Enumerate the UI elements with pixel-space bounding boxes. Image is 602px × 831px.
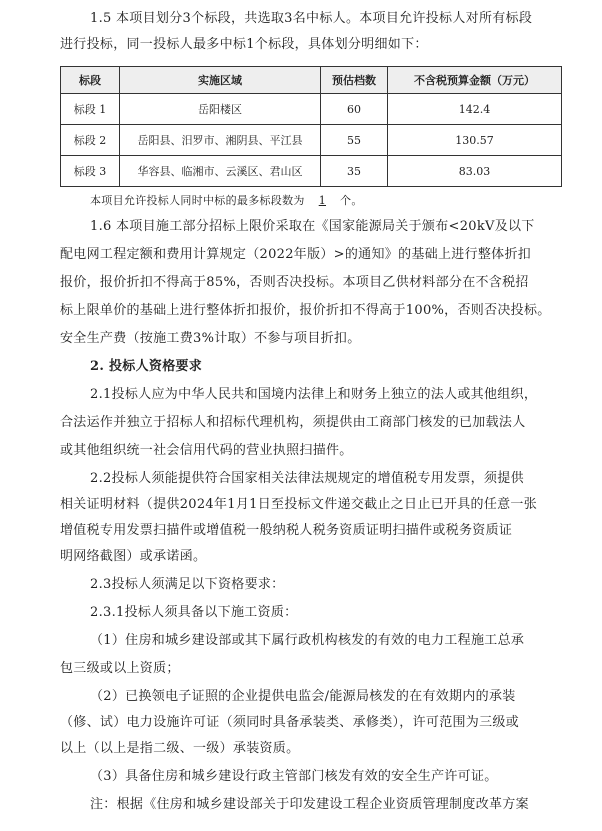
header-count: 预估档数 [321, 67, 388, 94]
cell-section: 标段 1 [61, 94, 120, 125]
cell-budget: 130.57 [388, 125, 562, 156]
cell-area: 华容县、临湘市、云溪区、君山区 [120, 156, 321, 187]
cell-budget: 142.4 [388, 94, 562, 125]
item-2-line-1: （2）已换领电子证照的企业提供电监会/能源局核发的在有效期内的承装 [90, 689, 516, 704]
item-3: （3）具备住房和城乡建设行政主管部门核发有效的安全生产许可证。 [90, 769, 498, 784]
para-1-6-line-1: 1.6 本项目施工部分招标上限价采取在《国家能源局关于颁布<20kV及以下 [90, 219, 535, 234]
table-row [61, 94, 562, 125]
cell-section: 标段 2 [61, 125, 120, 156]
cell-count: 35 [321, 156, 388, 187]
para-2-2-line-4: 明网络截图）或承诺函。 [60, 549, 207, 564]
item-2-line-3: 以上（以上是指二级、一级）承装资质。 [60, 741, 300, 756]
para-2-1-line-3: 或其他组织统一社会信用代码的营业执照扫描件。 [60, 443, 353, 458]
cell-budget: 83.03 [388, 156, 562, 187]
item-1-line-1: （1）住房和城乡建设部或其下属行政机构核发的有效的电力工程施工总承 [90, 633, 525, 648]
cell-area: 岳阳楼区 [120, 94, 321, 125]
para-2-1-line-1: 2.1投标人应为中华人民共和国境内法律上和财务上独立的法人或其他组织， [90, 387, 538, 402]
item-1-line-2: 包三级或以上资质； [60, 661, 180, 676]
cell-section: 标段 3 [61, 156, 120, 187]
para-2-1-line-2: 合法运作并独立于招标人和招标代理机构，须提供由工商部门核发的已加载法人 [60, 415, 526, 430]
note-prefix: 本项目允许投标人同时中标的最多标段数为 [90, 194, 305, 207]
note-suffix: 个。 [340, 194, 363, 207]
para-1-6-line-3: 报价，报价折扣不得高于85%，否则否决投标。本项目乙供材料部分在不含税招 [60, 275, 529, 290]
para-1-6-line-2: 配电网工程定额和费用计算规定（2022年版）>的通知》的基础上进行整体折扣 [60, 247, 532, 262]
cell-count: 60 [321, 94, 388, 125]
para-2-3-1: 2.3.1投标人须具备以下施工资质： [90, 605, 298, 620]
table-header-row [61, 67, 562, 94]
para-2-3: 2.3投标人须满足以下资格要求： [90, 577, 285, 592]
table-row [61, 156, 562, 187]
max-sections-note [90, 192, 363, 210]
para-2-2-line-3: 增值税专用发票扫描件或增值税一般纳税人税务资质证明扫描件或税务资质证 [60, 523, 513, 538]
para-1-5-line-1: 1.5 本项目划分3个标段，共选取3名中标人。本项目允许投标人对所有标段 [90, 11, 533, 26]
header-budget: 不含税预算金额（万元） [388, 67, 562, 94]
section-heading: 2. 投标人资格要求 [90, 359, 203, 374]
para-2-2-line-2: 相关证明材料（提供2024年1月1日至投标文件递交截止之日止已开具的任意一张 [60, 497, 538, 512]
bid-section-table [60, 66, 562, 187]
header-area: 实施区域 [120, 67, 321, 94]
final-note: 注：根据《住房和城乡建设部关于印发建设工程企业资质管理制度改革方案 [90, 797, 529, 812]
para-1-6-line-4: 标上限单价的基础上进行整体折扣报价，报价折扣不得高于100%，否则否决投标。 [60, 303, 551, 318]
para-2-2-line-1: 2.2投标人须能提供符合国家相关法律法规规定的增值税专用发票，须提供 [90, 471, 524, 486]
cell-area: 岳阳县、汨罗市、湘阴县、平江县 [120, 125, 321, 156]
note-value: 1 [318, 194, 327, 207]
table-row [61, 125, 562, 156]
cell-count: 55 [321, 125, 388, 156]
header-section: 标段 [61, 67, 120, 94]
para-1-6-line-5: 安全生产费（按施工费3%计取）不参与项目折扣。 [60, 331, 361, 346]
para-1-5-line-2: 进行投标，同一投标人最多中标1个标段，具体划分明细如下： [60, 37, 428, 52]
item-2-line-2: （修、试）电力设施许可证（须同时具备承装类、承修类），许可范围为三级或 [60, 715, 520, 730]
